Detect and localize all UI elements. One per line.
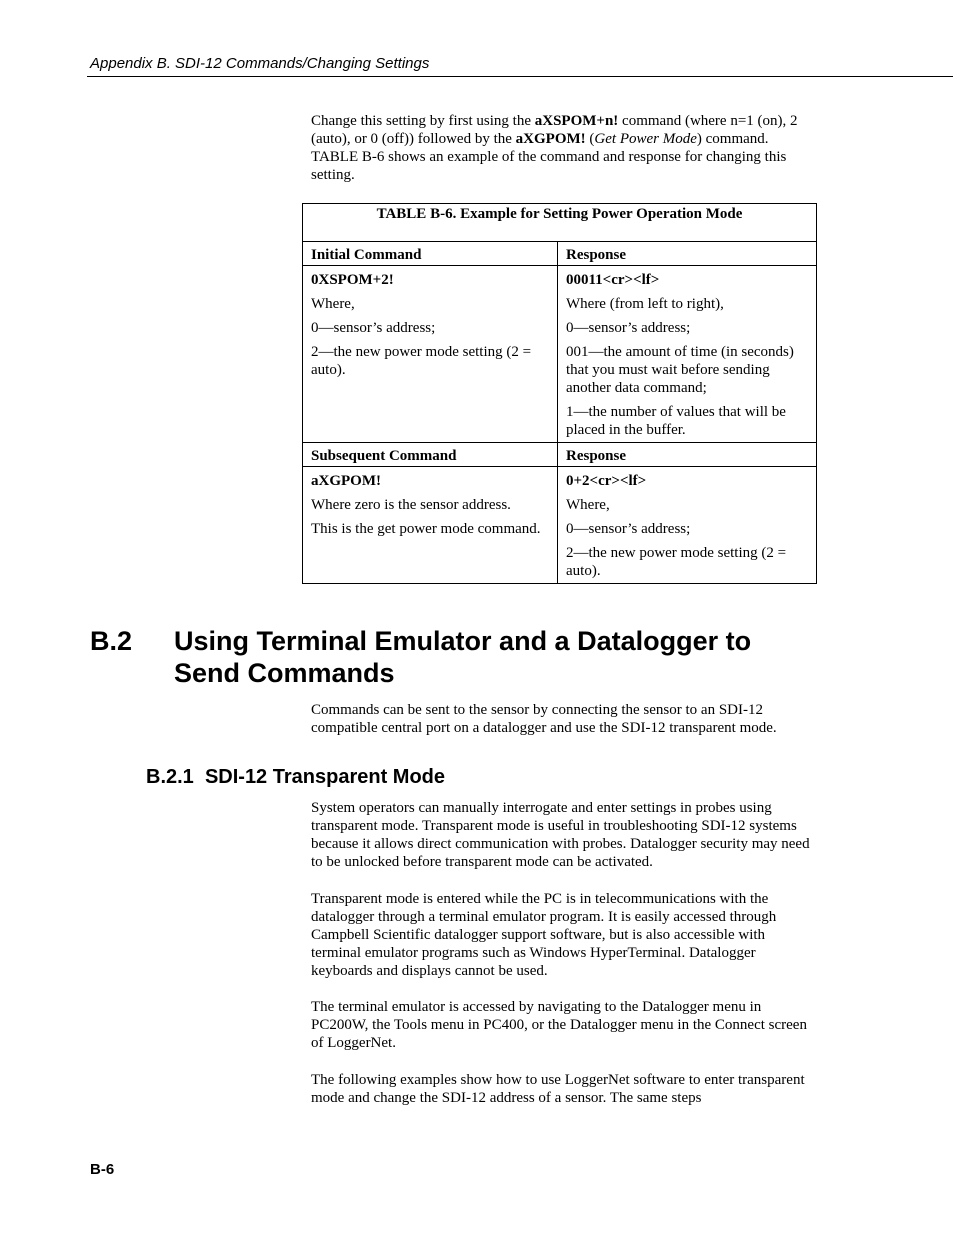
table-caption: TABLE B-6. Example for Setting Power Operation Mode (303, 204, 817, 242)
command-get-power: aXGPOM! (515, 131, 586, 147)
table-header-row (303, 242, 817, 266)
col-header-initial-command: Initial Command (303, 242, 558, 266)
cell-line: 0—sensor’s address; (566, 521, 691, 537)
table-cell-response (558, 266, 817, 443)
table-row (303, 467, 817, 584)
body-paragraph: System operators can manually interrogate and enter settings in probes using transparent mode. Transparent mode is useful in troubleshooting SDI-12 systems because it allows direct communication with probes. Datalogger security may need to be unlocked before transparent mode can be activated. (311, 800, 810, 870)
cell-line: aXGPOM! (311, 473, 381, 489)
command-set-power: aXSPOM+n! (534, 113, 619, 129)
cell-line: Where (from left to right), (566, 296, 724, 312)
table-cell-initial-command (303, 266, 558, 443)
cell-line: 0XSPOM+2! (311, 272, 394, 288)
command-name: Get Power Mode (594, 131, 697, 147)
section-title-line1: Using Terminal Emulator and a Datalogger to (174, 626, 752, 656)
cell-line: 1—the number of values that will be placed in the buffer. (566, 404, 786, 438)
table-cell-subsequent-command (303, 467, 558, 584)
table-cell-response (558, 467, 817, 584)
cell-line: 00011<cr><lf> (566, 272, 660, 288)
cell-line: 0—sensor’s address; (311, 320, 436, 336)
table-caption-row (303, 204, 817, 242)
section-paragraph: Commands can be sent to the sensor by connecting the sensor to an SDI-12 compatible central port on a datalogger and use the SDI-12 transparent mode. (311, 702, 777, 736)
cell-line: 0+2<cr><lf> (566, 473, 647, 489)
header-rule (87, 76, 953, 77)
running-header: Appendix B. SDI-12 Commands/Changing Settings (90, 55, 430, 72)
cell-line: Where, (311, 296, 355, 312)
subsection-heading (146, 765, 445, 789)
cell-line: Where, (566, 497, 610, 513)
section-title-line2: Send Commands (174, 658, 395, 688)
table-row (303, 266, 817, 443)
cell-line: Where zero is the sensor address. (311, 497, 511, 513)
section-number: B.2 (90, 626, 133, 656)
col-header-subsequent-command: Subsequent Command (303, 443, 558, 467)
cell-line: 2—the new power mode setting (2 = auto). (566, 545, 787, 579)
table-b6 (302, 203, 817, 584)
cell-line: 001—the amount of time (in seconds) that you must wait before sending another data command; (566, 344, 794, 396)
body-paragraph: The terminal emulator is accessed by navigating to the Datalogger menu in PC200W, the Tools menu in PC400, or the Datalogger menu in the Connect screen of LoggerNet. (311, 999, 807, 1051)
intro-paragraph: Change this setting by first using the aXSPOM+n! command (where n=1 (on), 2 (auto), or 0 (off)) followed by the aXGPOM! (Get Power Mode) command. TABLE B-6 shows an example of the command and response for changing this setting. (311, 113, 798, 183)
section-heading (90, 625, 751, 689)
col-header-response: Response (558, 242, 817, 266)
col-header-response: Response (558, 443, 817, 467)
cell-line: 0—sensor’s address; (566, 320, 691, 336)
subsection-number: B.2.1 (146, 766, 194, 788)
body-paragraph: The following examples show how to use LoggerNet software to enter transparent mode and change the SDI-12 address of a sensor. The same steps (311, 1072, 805, 1106)
cell-line: This is the get power mode command. (311, 521, 541, 537)
cell-line: 2—the new power mode setting (2 = auto). (311, 344, 532, 378)
subsection-title: SDI-12 Transparent Mode (204, 766, 445, 788)
page-number: B-6 (90, 1161, 115, 1178)
body-paragraph: Transparent mode is entered while the PC is in telecommunications with the datalogger through a terminal emulator program. It is easily accessed through Campbell Scientific datalogger support software, but is also accessible with terminal emulator programs such as Windows HyperTerminal. Datalogger keyboards and displays cannot be used. (311, 891, 777, 979)
table-header-row (303, 443, 817, 467)
